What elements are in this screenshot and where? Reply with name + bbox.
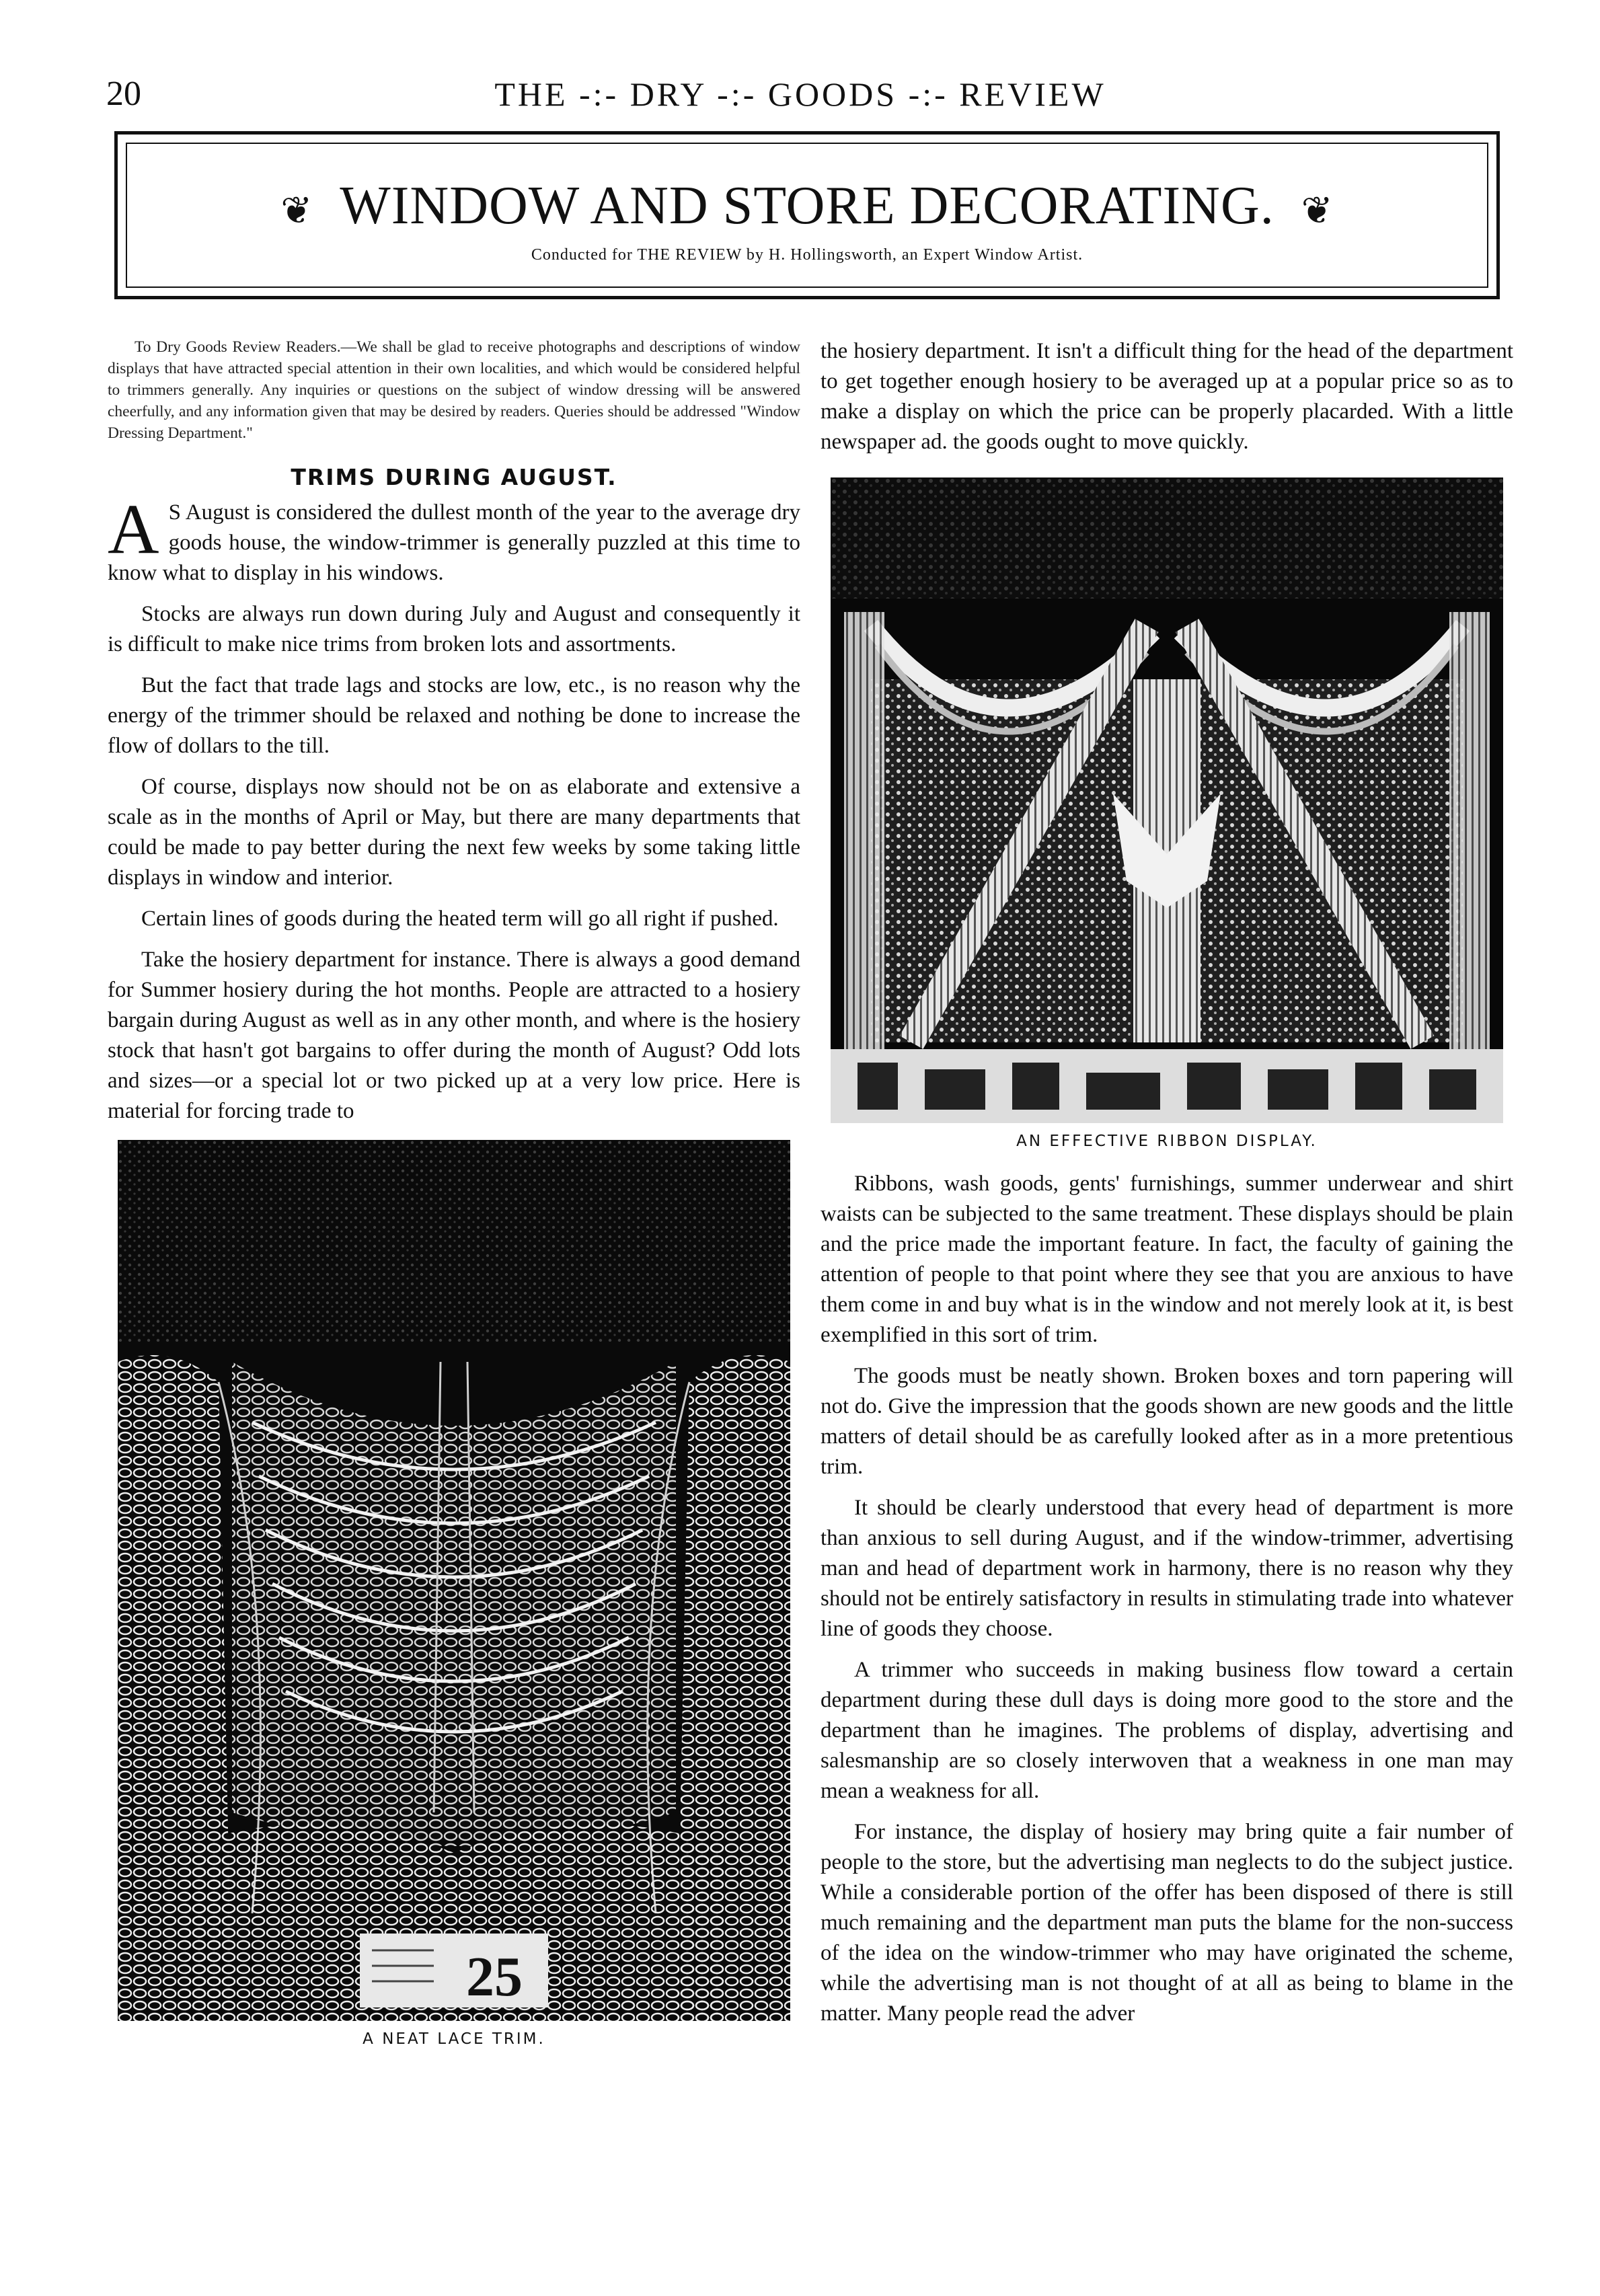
ribbon-display-caption: AN EFFECTIVE RIBBON DISPLAY. bbox=[1016, 1133, 1318, 1150]
lace-trim-caption: A NEAT LACE TRIM. bbox=[363, 2030, 545, 2048]
running-head bbox=[101, 67, 1500, 121]
continuation-paragraph: the hosiery department. It isn't a difficult thing for the head of the department to get together enough hosiery to be averaged up at a popular price so as to make a display on which the price can be properly placarded. With a little newspaper ad. the goods ought to move quickly. bbox=[821, 339, 1513, 454]
leaf-ornament-icon: ❦ bbox=[280, 190, 313, 232]
opening-paragraph bbox=[108, 490, 800, 588]
drop-cap: A bbox=[108, 490, 159, 568]
left-column bbox=[108, 336, 800, 2048]
article-body-right bbox=[821, 1169, 1513, 2029]
paragraph: But the fact that trade lags and stocks are low, etc., is no reason why the energy of the trimmer should be relaxed and nothing be done to increase the flow of dollars to the till. bbox=[108, 673, 800, 758]
lace-trim-photo bbox=[118, 1140, 790, 2021]
banner-inner-rule bbox=[126, 143, 1488, 288]
article-body-right-top bbox=[821, 336, 1513, 457]
paragraph: For instance, the display of hosiery may bring quite a fair number of people to the store, but the advertising man neglects to do the subject justice. While a considerable portion of the offer has been disposed of there is still much remaining and the department man puts the blame for the non-success of the idea on the window-trimmer who may have originated the scheme, while the advertising man is not thought of at all as being to blame in the matter. Many people read the adver bbox=[821, 1820, 1513, 2026]
page-number: 20 bbox=[106, 75, 141, 113]
readers-notice-text: To Dry Goods Review Readers.—We shall be glad to receive photographs and descriptions of window displays that have attracted special attention in their own localities, and which would be considered helpful to trimmers generally. Any inquiries or questions on the subject of window dressing will be answered cheerfully, and any information given that may be desired by readers. Queries should be addressed "Window Dressing Department." bbox=[108, 338, 800, 442]
article-heading: TRIMS DURING AUGUST. bbox=[291, 464, 617, 490]
paragraph: Ribbons, wash goods, gents' furnishings, summer underwear and shirt waists can be subjected to the same treatment. These displays should be plain and the price made the important feature. In fact, the faculty of gaining the attention of people to that point where they see that you are anxious to have them come in and buy what is in the window and not merely look at it, is best exemplified in this sort of trim. bbox=[821, 1172, 1513, 1347]
paragraph: Certain lines of goods during the heated term will go all right if pushed. bbox=[141, 907, 779, 931]
journal-title: THE -:- DRY -:- GOODS -:- REVIEW bbox=[494, 75, 1106, 113]
section-byline: Conducted for THE REVIEW by H. Hollingsworth, an Expert Window Artist. bbox=[531, 246, 1083, 264]
leaf-ornament-icon: ❦ bbox=[1301, 190, 1334, 232]
right-column bbox=[821, 336, 1513, 2040]
paragraph: A trimmer who succeeds in making business flow toward a certain department during these dull days is doing more good to the store and the department than he imagines. The problems of display, advertising and salesmanship are so closely interwoven that a weakness in one man may mean a weakness for all. bbox=[821, 1658, 1513, 1803]
opening-paragraph-text: S August is considered the dullest month of the year to the average dry goods house, the window-trimmer is generally puzzled at this time to know what to display in his windows. bbox=[108, 500, 800, 585]
price-card-number: 25 bbox=[466, 1946, 523, 2008]
section-title: WINDOW AND STORE DECORATING. bbox=[340, 176, 1274, 235]
paragraph: It should be clearly understood that every head of department is more than anxious to sell during August, and if the window-trimmer, advertising man and head of department work in harmony, there is no reason why they should not be entirely satisfactory in results in stimulating trade into whatever line of goods they choose. bbox=[821, 1496, 1513, 1641]
ribbon-display-photo bbox=[831, 477, 1503, 1123]
paragraph: Stocks are always run down during July and August and consequently it is difficult to make nice trims from broken lots and assortments. bbox=[108, 602, 800, 656]
article-body-left bbox=[108, 490, 800, 1126]
paragraph: Take the hosiery department for instance. There is always a good demand for Summer hosiery during the hot months. People are attracted to a hosiery bargain during August as well as in any other month, and where is the hosiery stock that hasn't got bargains to offer during the month of August? Odd lots and sizes—or a special lot or two picked up at a very low price. Here is material for forcing trade to bbox=[108, 948, 800, 1123]
readers-notice bbox=[108, 336, 800, 444]
paragraph: The goods must be neatly shown. Broken boxes and torn papering will not do. Give the impression that the goods shown are new goods and the little matters of detail should be as carefully looked after as in a more pretentious trim. bbox=[821, 1364, 1513, 1479]
section-banner bbox=[114, 131, 1500, 299]
paragraph: Of course, displays now should not be on as elaborate and extensive a scale as in the months of April or May, but there are many departments that could be made to pay better during the next few weeks by some taking little displays in window and interior. bbox=[108, 775, 800, 890]
banner-title-row bbox=[127, 172, 1487, 245]
